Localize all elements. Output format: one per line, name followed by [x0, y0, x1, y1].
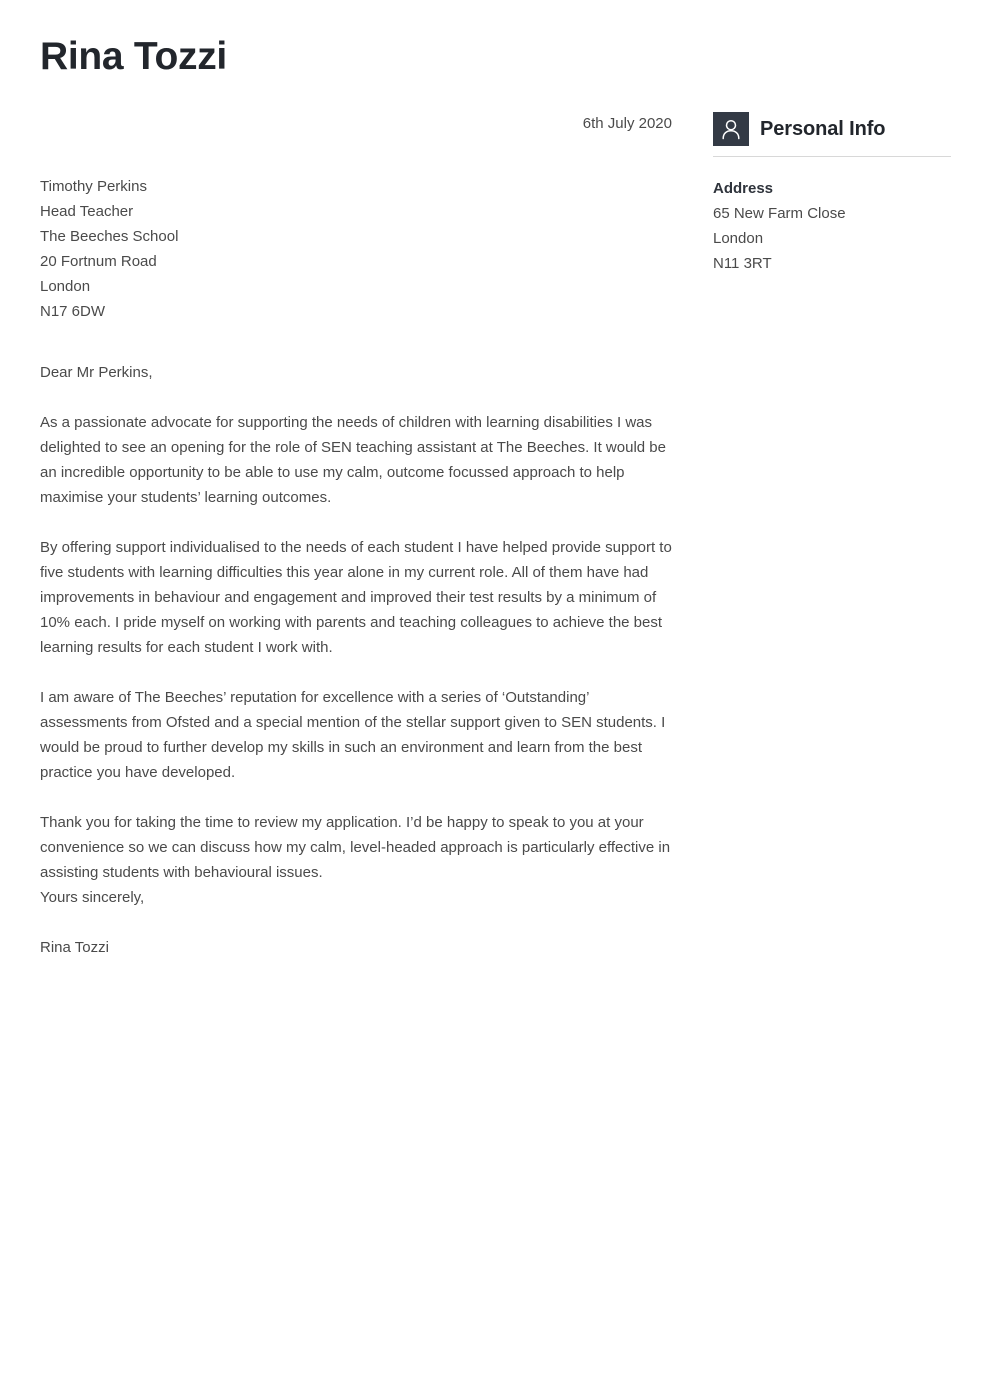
- letter-paragraph: Thank you for taking the time to review my application. I’d be happy to speak to you at your convenience so we can discuss how my calm, level-headed approach is particularly effective in assisting students with behavioural issues.: [40, 814, 671, 881]
- letter-date: 6th July 2020: [582, 115, 672, 132]
- address-line: London: [713, 230, 764, 247]
- letter-salutation: Dear Mr Perkins,: [40, 364, 153, 381]
- recipient-line: London: [40, 278, 91, 295]
- personal-info-header: [713, 112, 951, 146]
- page-title: Rina Tozzi: [40, 35, 227, 78]
- address-label: Address: [713, 180, 774, 197]
- recipient-line: N17 6DW: [40, 303, 106, 320]
- address-section: [713, 176, 951, 276]
- letter-paragraph: As a passionate advocate for supporting the needs of children with learning disabilities I was delighted to see an opening for the role of SEN teaching assistant at The Beeches. It would be an incredible opportunity to be able to use my calm, outcome focussed approach to help maximise your students’ learning outcomes.: [40, 414, 666, 506]
- recipient-line: Timothy Perkins: [40, 178, 147, 195]
- address-line: N11 3RT: [713, 255, 772, 272]
- personal-info-sidebar: [713, 112, 951, 276]
- person-icon: [713, 112, 749, 146]
- letter-paragraph: By offering support individualised to the needs of each student I have helped provide support to five students with learning difficulties this year alone in my current role. All of them have had improvements in behaviour and engagement and improved their test results by a minimum of 10% each. I pride myself on working with parents and teaching colleagues to achieve the best learning results for each student I work with.: [40, 539, 672, 656]
- recipient-line: Head Teacher: [40, 203, 134, 220]
- letter-body-column: [40, 112, 672, 960]
- letter-signature: Rina Tozzi: [40, 939, 109, 956]
- letter-closing: Yours sincerely,: [40, 889, 145, 906]
- personal-info-title: Personal Info: [760, 117, 886, 140]
- letter-paragraph: I am aware of The Beeches’ reputation for excellence with a series of ‘Outstanding’ assessments from Ofsted and a special mention of the stellar support given to SEN students. I would be proud to further develop my skills in such an environment and learn from the best practice you have developed.: [40, 689, 666, 781]
- recipient-address-block: [40, 174, 672, 324]
- sidebar-divider: [713, 156, 951, 157]
- recipient-line: 20 Fortnum Road: [40, 253, 157, 270]
- address-line: 65 New Farm Close: [713, 205, 846, 222]
- recipient-line: The Beeches School: [40, 228, 179, 245]
